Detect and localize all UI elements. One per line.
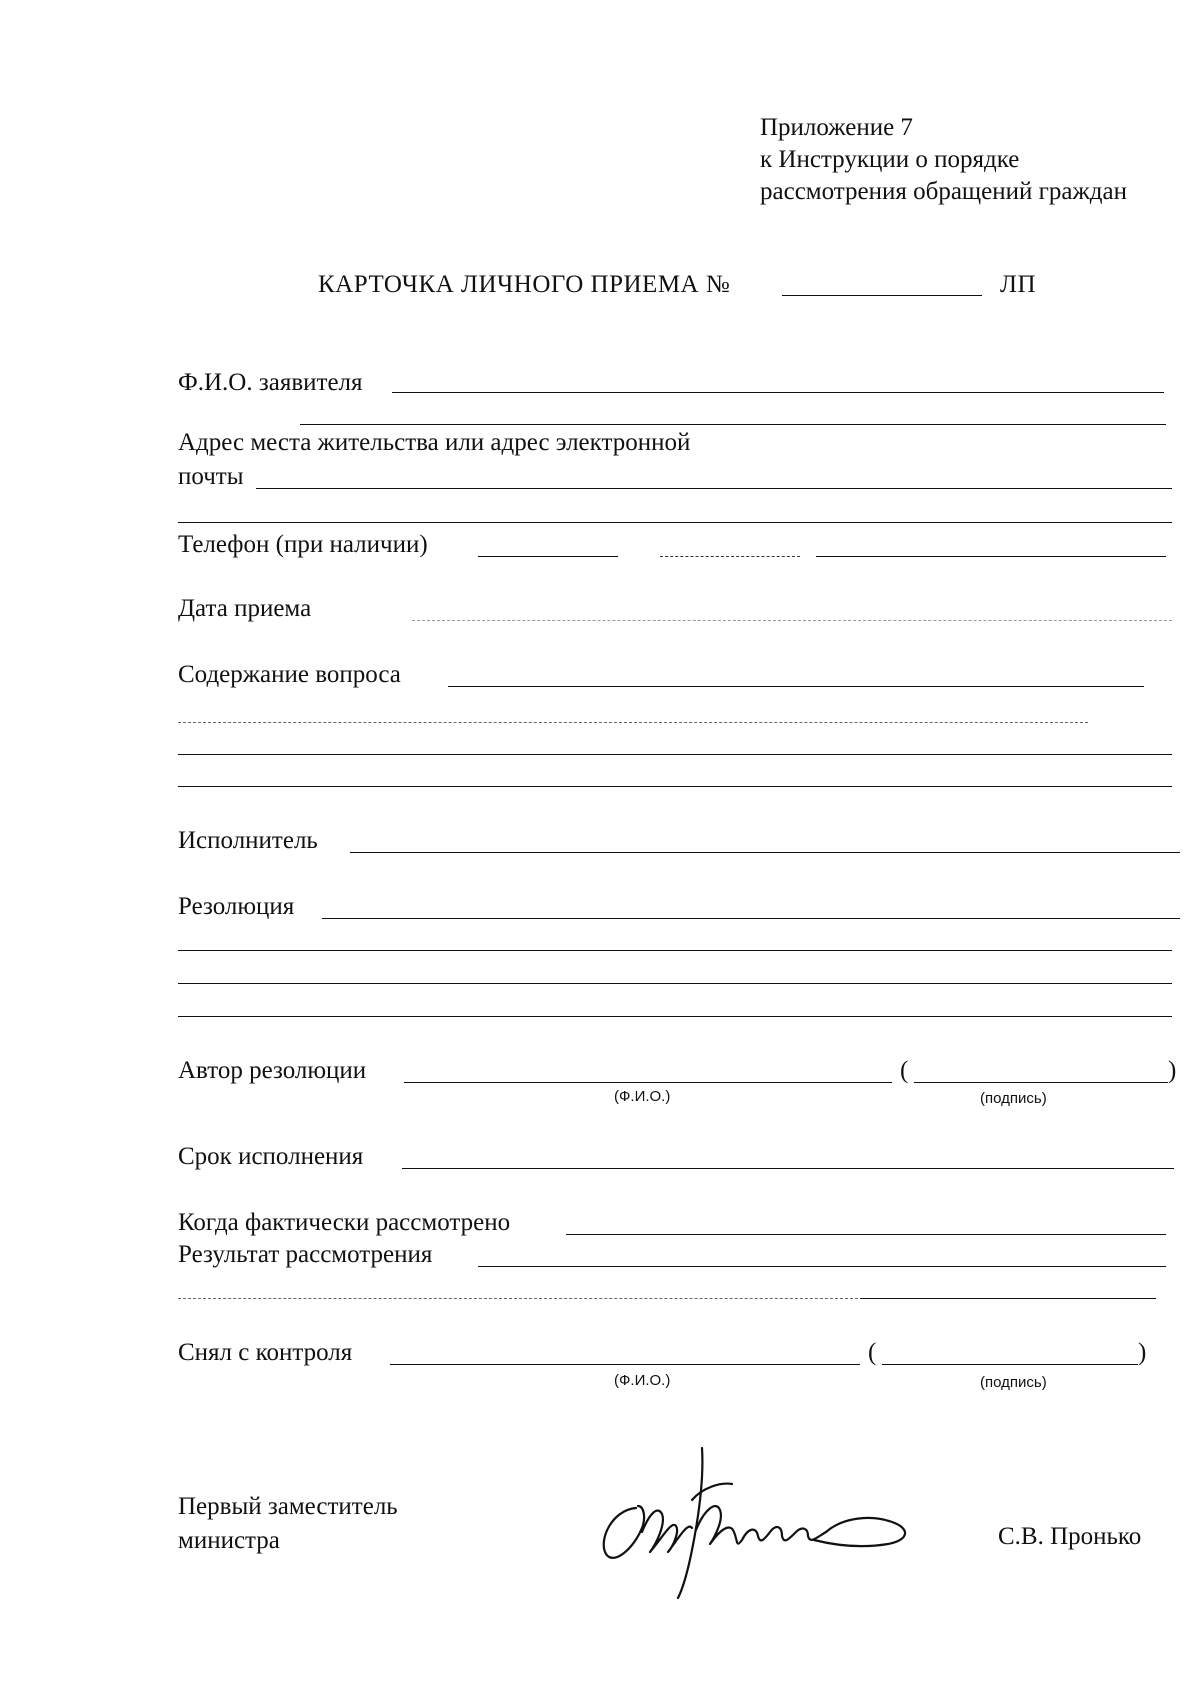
question-field-line-3[interactable] [178, 754, 1172, 755]
removed-from-control-fio-field[interactable] [390, 1364, 860, 1365]
actual-review-field[interactable] [566, 1234, 1166, 1235]
label-date: Дата приема [178, 595, 312, 622]
date-field[interactable] [412, 620, 1172, 621]
fio-field-line-2[interactable] [300, 424, 1166, 425]
fio-field[interactable] [392, 392, 1164, 393]
caption-signature-2: (подпись) [980, 1374, 1047, 1391]
label-address-line-1: Адрес места жительства или адрес электронной [178, 429, 691, 456]
label-removed-from-control: Снял с контроля [178, 1339, 353, 1366]
appendix-line-1: Приложение 7 [760, 114, 913, 141]
label-actual-review: Когда фактически рассмотрено [178, 1209, 511, 1236]
label-question: Содержание вопроса [178, 661, 401, 688]
caption-fio-2: (Ф.И.О.) [614, 1372, 671, 1389]
label-address-line-2: почты [178, 463, 244, 490]
resolution-author-open-paren: ( [900, 1057, 909, 1084]
removed-from-control-signature-field[interactable] [882, 1364, 1138, 1365]
question-field-line-2[interactable] [178, 722, 1088, 723]
signature-icon [592, 1440, 952, 1600]
label-fio: Ф.И.О. заявителя [178, 369, 363, 396]
resolution-field-line-2[interactable] [178, 950, 1172, 951]
appendix-line-3: рассмотрения обращений граждан [760, 178, 1127, 205]
phone-field-dashed[interactable] [660, 556, 800, 557]
resolution-field-line-3[interactable] [178, 983, 1172, 984]
question-field[interactable] [448, 686, 1144, 687]
caption-signature-1: (подпись) [980, 1090, 1047, 1107]
card-title-suffix: ЛП [1000, 271, 1037, 298]
card-number-field[interactable] [782, 295, 982, 296]
label-deadline: Срок исполнения [178, 1143, 364, 1170]
resolution-field-line-4[interactable] [178, 1016, 1172, 1017]
executor-field[interactable] [350, 852, 1180, 853]
review-result-field-line-2-dashed[interactable] [178, 1298, 858, 1299]
question-field-line-4[interactable] [178, 786, 1172, 787]
label-executor: Исполнитель [178, 827, 318, 854]
label-review-result: Результат рассмотрения [178, 1241, 433, 1268]
card-title-prefix: КАРТОЧКА ЛИЧНОГО ПРИЕМА № [318, 271, 731, 298]
footer-position-line-2: министра [178, 1527, 280, 1554]
label-resolution: Резолюция [178, 893, 295, 920]
removed-from-control-close-paren: ) [1138, 1339, 1147, 1366]
deadline-field[interactable] [402, 1168, 1174, 1169]
phone-field[interactable] [478, 556, 618, 557]
resolution-author-signature-field[interactable] [914, 1082, 1168, 1083]
appendix-line-2: к Инструкции о порядке [760, 146, 1020, 173]
label-resolution-author: Автор резолюции [178, 1057, 367, 1084]
footer-name: С.В. Пронько [998, 1523, 1142, 1550]
appendix-block [760, 112, 1127, 208]
footer-position-line-1: Первый заместитель [178, 1493, 398, 1520]
review-result-field-line-2[interactable] [860, 1298, 1156, 1299]
review-result-field[interactable] [478, 1266, 1166, 1267]
resolution-field[interactable] [322, 918, 1180, 919]
address-field[interactable] [256, 488, 1172, 489]
resolution-author-close-paren: ) [1168, 1057, 1177, 1084]
resolution-author-fio-field[interactable] [404, 1082, 892, 1083]
caption-fio-1: (Ф.И.О.) [614, 1088, 671, 1105]
phone-field-tail[interactable] [816, 556, 1166, 557]
removed-from-control-open-paren: ( [868, 1339, 877, 1366]
address-field-line-2[interactable] [178, 522, 1172, 523]
label-phone: Телефон (при наличии) [178, 531, 428, 558]
